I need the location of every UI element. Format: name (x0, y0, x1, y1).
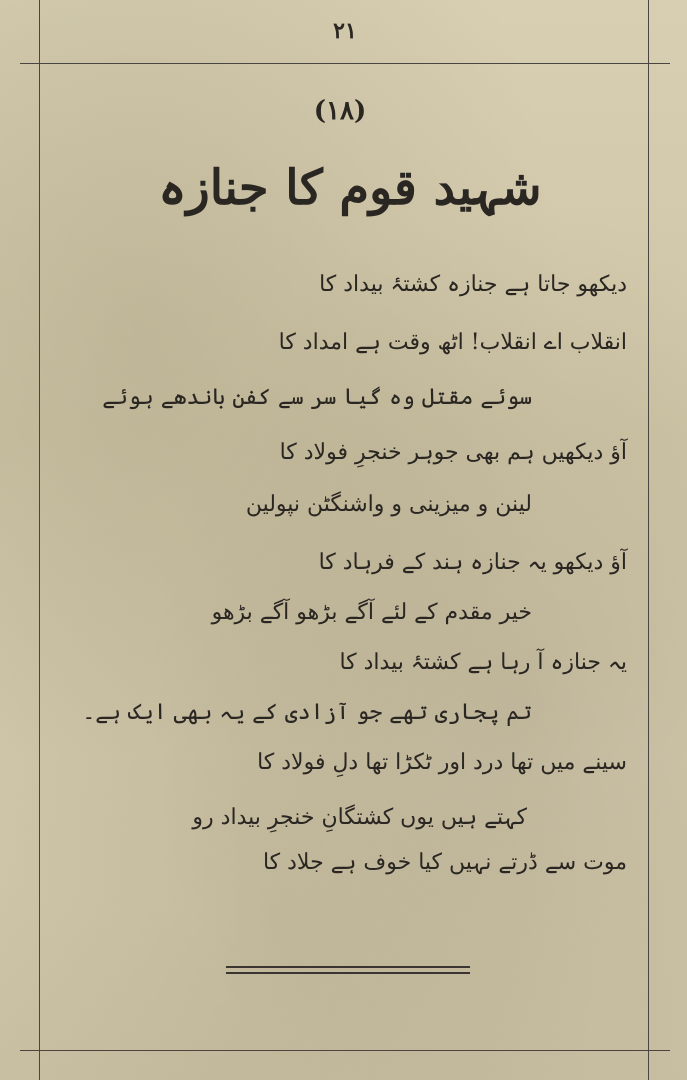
verse-line: سوئے مقتل وہ گیا سر سے کفن باندھے ہوئے (102, 385, 532, 410)
verse-line: یہ جنازہ آ رہا ہے کشتۂ بیداد کا (339, 650, 627, 675)
poem-title: شہید قوم کا جنازہ (158, 160, 542, 216)
bottom-rule (20, 1050, 670, 1051)
top-rule (20, 63, 670, 64)
ornament-rule-top (226, 966, 470, 968)
verse-line: تم پجاری تھے جو آزادی کے یہ بھی ایک ہے۔ (82, 700, 532, 725)
verse-line: لینن و میزینی و واشنگٹن نپولین (245, 492, 532, 517)
verse-line: دیکھو جاتا ہے جنازہ کشتۂ بیداد کا (319, 272, 627, 297)
right-rule (648, 0, 649, 1080)
verse-line: آؤ دیکھو یہ جنازہ ہند کے فرہاد کا (318, 550, 627, 575)
verse-line: موت سے ڈرتے نہیں کیا خوف ہے جلاد کا (262, 850, 627, 875)
left-rule (39, 0, 40, 1080)
ornament-rule-bottom (226, 972, 470, 974)
verse-line: انقلاب اے انقلاب! اٹھ وقت ہے امداد کا (278, 330, 627, 355)
verse-line: خیر مقدم کے لئے آگے بڑھو آگے بڑھو (211, 600, 532, 625)
verse-line: سینے میں تھا درد اور ٹکڑا تھا دلِ فولاد کا (257, 750, 627, 775)
poem-number: (۱۸) (313, 96, 367, 126)
verse-line: کہتے ہیں یوں کشتگانِ خنجرِ بیداد رو (192, 805, 527, 830)
page-number: ۲۱ (333, 18, 357, 44)
verse-line: آؤ دیکھیں ہم بھی جوہر خنجرِ فولاد کا (279, 440, 627, 465)
